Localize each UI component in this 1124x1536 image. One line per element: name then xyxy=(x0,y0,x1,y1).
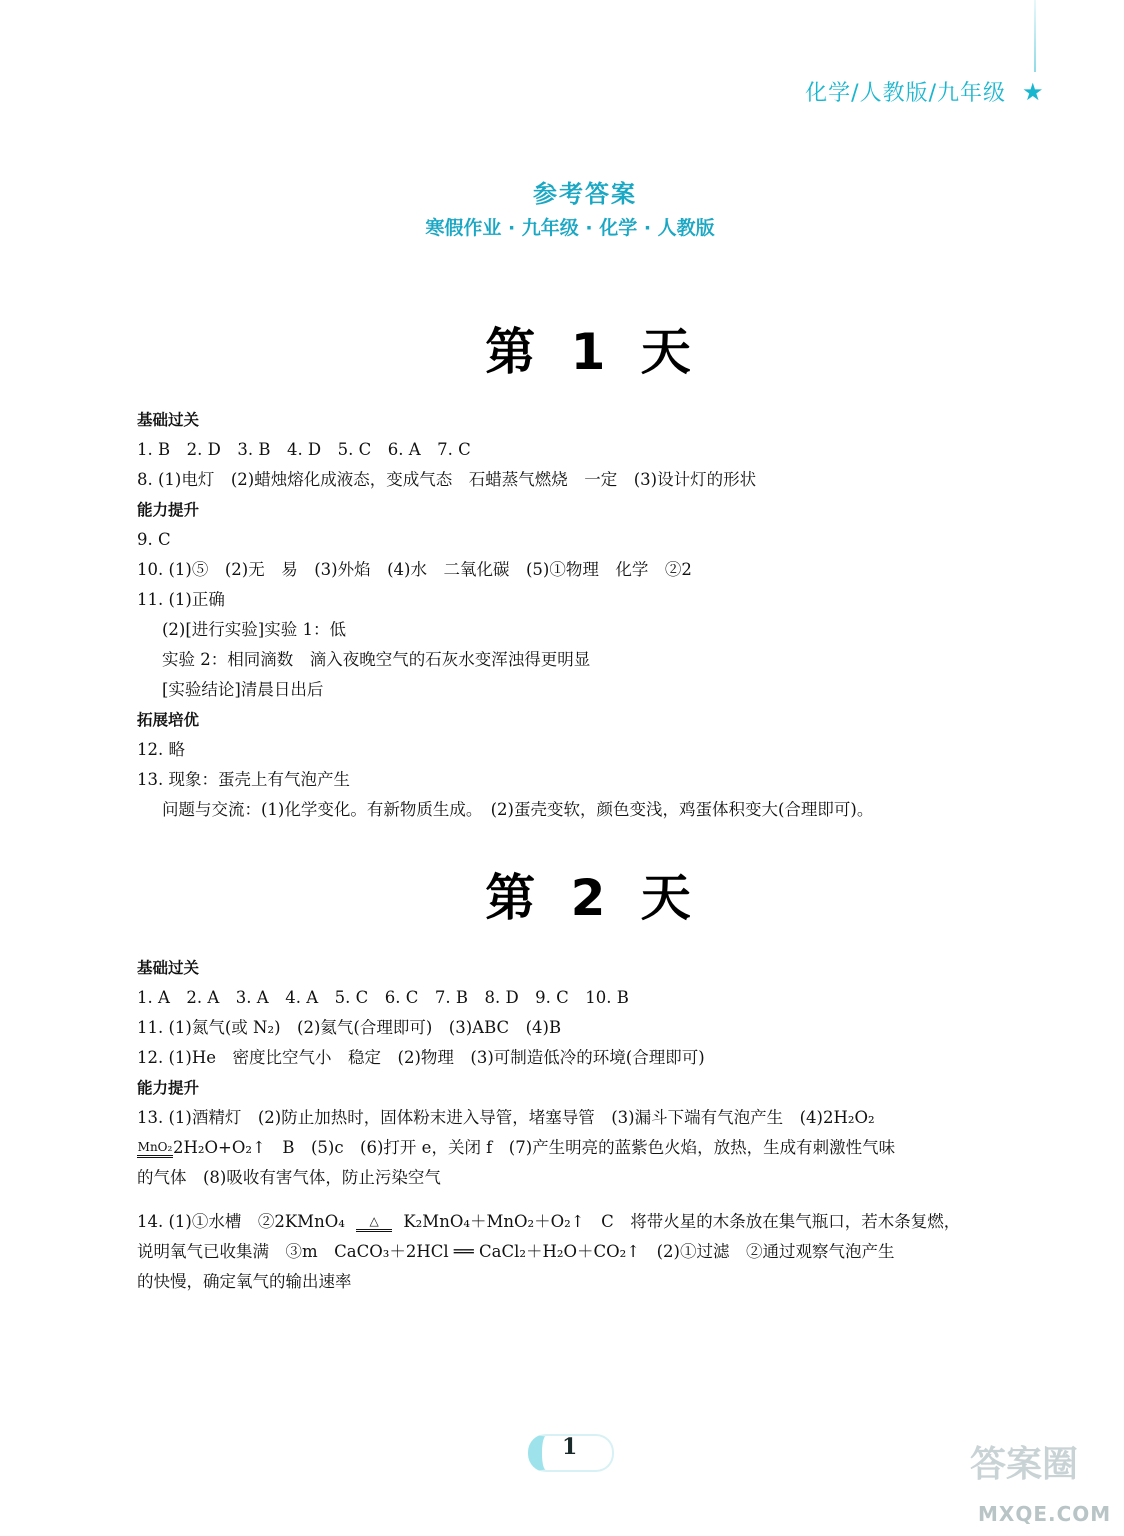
page-number: 1 xyxy=(562,1434,578,1460)
answer-line-with-equation xyxy=(137,1207,1017,1237)
answer-line: 10. (1)⑤ (2)无 易 (3)外焰 (4)水 二氧化碳 (5)①物理 化学 ②2 xyxy=(137,560,692,579)
star-icon: ★ xyxy=(1022,78,1044,106)
answer-line: 的快慢，确定氧气的输出速率 xyxy=(137,1272,352,1291)
answer-text: K₂MnO₄＋MnO₂＋O₂↑ C 将带火星的木条放在集气瓶口，若木条复燃， xyxy=(403,1212,961,1231)
day-1-answers xyxy=(137,405,1017,825)
answer-line: 9. C xyxy=(137,530,171,549)
header-rule xyxy=(1034,0,1036,72)
answer-line: 8. (1)电灯 (2)蜡烛熔化成液态，变成气态 石蜡蒸气燃烧 一定 (3)设计灯的形状 xyxy=(137,470,757,489)
answer-text: 2H₂O+O₂↑ B (5)c (6)打开 e，关闭 f (7)产生明亮的蓝紫色火焰，放热，生成有刺激性气味 xyxy=(173,1138,896,1157)
section-heading: 能力提升 xyxy=(137,1079,200,1097)
day-2-answers xyxy=(137,953,1017,1297)
answer-line: 1. B 2. D 3. B 4. D 5. C 6. A 7. C xyxy=(137,440,471,459)
day-1-title: 第 1 天 xyxy=(485,323,691,381)
answer-line: 1. A 2. A 3. A 4. A 5. C 6. C 7. B 8. D 9. C 10. B xyxy=(137,988,629,1007)
answer-line: 实验 2：相同滴数 滴入夜晚空气的石灰水变浑浊得更明显 xyxy=(162,650,591,669)
day-2-title: 第 2 天 xyxy=(485,869,691,927)
header-subject-tag: 化学/人教版/九年级 xyxy=(805,81,1006,106)
answer-line: 12. 略 xyxy=(137,740,185,759)
section-heading: 拓展培优 xyxy=(137,711,200,729)
answer-subtitle: 寒假作业 · 九年级 · 化学 · 人教版 xyxy=(425,217,715,239)
answer-text: 14. (1)①水槽 ②2KMnO₄ xyxy=(137,1212,345,1231)
answer-line: 13. (1)酒精灯 (2)防止加热时，固体粉末进入导管，堵塞导管 (3)漏斗下端有气泡产生 (4)2H₂O₂ xyxy=(137,1108,875,1127)
answer-line: 13. 现象：蛋壳上有气泡产生 xyxy=(137,770,350,789)
page-number-badge xyxy=(528,1428,608,1468)
answer-line: 说明氧气已收集满 ③m CaCO₃＋2HCl ══ CaCl₂＋H₂O＋CO₂↑ (2)①过滤 ②通过观察气泡产生 xyxy=(137,1242,895,1261)
answer-line-with-equation xyxy=(137,1133,1017,1163)
watermark-url: MXQE.COM xyxy=(978,1502,1112,1526)
answer-line: 11. (1)正确 xyxy=(137,590,225,609)
answer-title: 参考答案 xyxy=(533,180,637,208)
answer-line: 问题与交流：(1)化学变化。有新物质生成。 (2)蛋壳变软，颜色变浅，鸡蛋体积变大(合理即可)。 xyxy=(162,800,874,819)
heat-over-equals: △ xyxy=(356,1215,392,1232)
section-heading: 能力提升 xyxy=(137,501,200,519)
watermark xyxy=(962,1424,1112,1528)
answer-line: 的气体 (8)吸收有害气体，防止污染空气 xyxy=(137,1168,441,1187)
answer-line: (2)[进行实验]实验 1：低 xyxy=(162,620,346,639)
section-heading: 基础过关 xyxy=(137,411,200,429)
watermark-logo: 答案圈 xyxy=(970,1444,1079,1485)
answer-line: 11. (1)氮气(或 N₂) (2)氦气(合理即可) (3)ABC (4)B xyxy=(137,1018,562,1037)
answer-line: [实验结论]清晨日出后 xyxy=(162,680,324,699)
catalyst-over-equals: MnO₂ xyxy=(137,1141,173,1158)
section-heading: 基础过关 xyxy=(137,959,200,977)
answer-line: 12. (1)He 密度比空气小 稳定 (2)物理 (3)可制造低冷的环境(合理即可) xyxy=(137,1048,705,1067)
